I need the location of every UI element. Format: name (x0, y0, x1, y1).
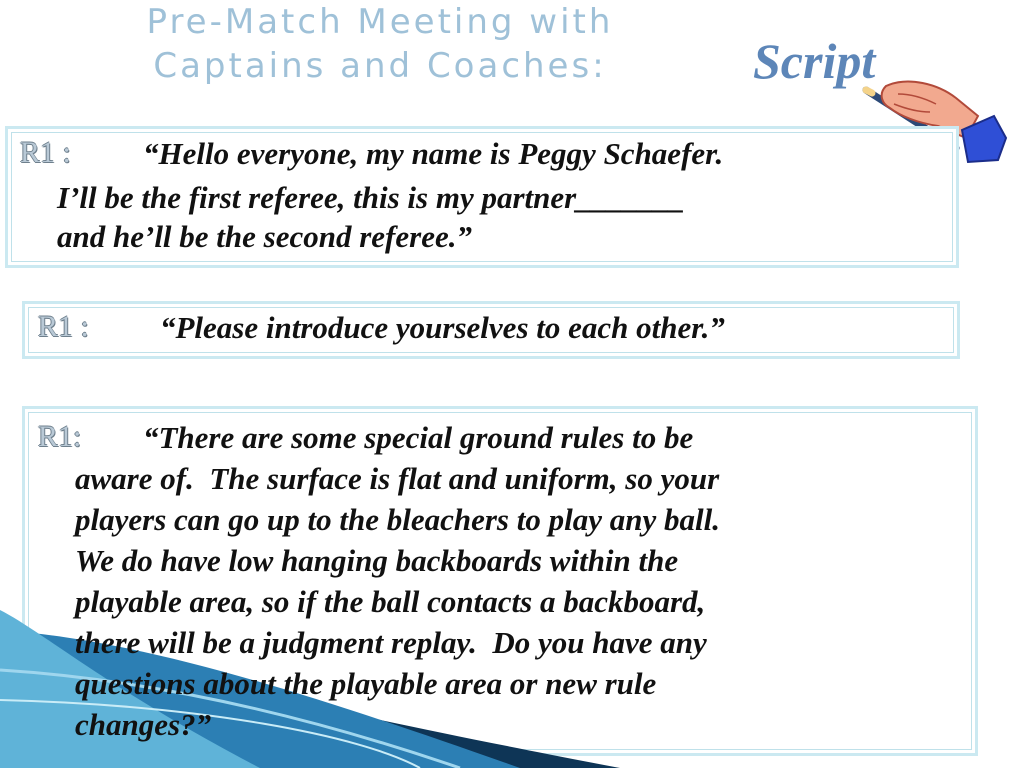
speaker-label: R1 : (20, 136, 71, 169)
script-line: “Hello everyone, my name is Peggy Schaefer. (143, 136, 724, 171)
speaker-label: R1: (38, 420, 82, 453)
script-line: playable area, so if the ball contacts a backboard, (75, 584, 706, 619)
page-title (60, 0, 700, 88)
title-line-2: Captains and Coaches: (153, 46, 607, 86)
script-line: aware of. The surface is flat and uniform, so your (75, 461, 720, 496)
script-line: “There are some special ground rules to be (143, 420, 694, 455)
script-line: questions about the playable area or new rule (75, 666, 657, 701)
speaker-label: R1 : (38, 310, 89, 343)
script-line: players can go up to the bleachers to play any ball. (75, 502, 720, 537)
script-label: Script (753, 33, 876, 89)
script-line: I’ll be the first referee, this is my partner_______ (57, 180, 685, 215)
title-line-1: Pre-Match Meeting with (146, 2, 614, 42)
script-line: We do have low hanging backboards within the (75, 543, 679, 578)
script-line: “Please introduce yourselves to each other.” (160, 310, 725, 345)
script-line: and he’ll be the second referee.” (57, 219, 472, 254)
script-line: changes?” (75, 707, 212, 742)
script-line: there will be a judgment replay. Do you have any (75, 625, 707, 660)
